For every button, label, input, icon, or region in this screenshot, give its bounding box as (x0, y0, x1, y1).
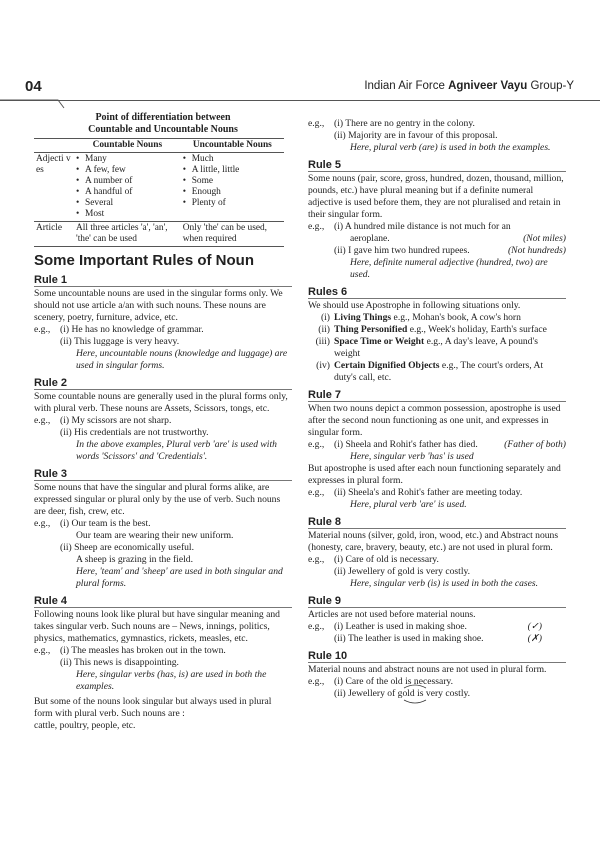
rule9-ex2: (ii) The leather is used in making shoe. (334, 633, 484, 644)
left-column: Point of differentiation between Countable and Uncountable Nouns Countable Nouns Uncountable Nouns Adjecti ves • Many • A few, few • A number of • A handful of • Several • Most • Much • A little, little • Some • Enough • Plenty of Article All three articles 'a', 'an', 'the' can be used Only 'the' can be used, when required Some Important Rules of Noun Rule 1 Some uncountable nouns are used in the singular forms only. We should not use article a/an with such nouns. These nouns are scenery, poetry, furniture, advice, etc. e.g., (i) He has no knowledge of grammar. (ii) This luggage is very heavy. Here, uncountable nouns (knowledge and luggage) are used in singular forms. Rule 2 Some countable nouns are generally used in the plural forms only, with plural verb. These nouns are Assets, Scissors, tongs, etc. e.g., (i) My scissors are not sharp. (ii) His credentials are not trustworthy. In the above examples, Plural verb 'are' is used with words 'Scissors' and 'Credentials'. Rule 3 Some nouns that have the singular and plural forms alike, are expressed singular or plural only by the use of verb. Such nouns are deer, fish, crew, etc. e.g., (i) Our team is the best. Our team are wearing their new uniform. (ii) Sheep are economically useful. A sheep is grazing in the field. Here, 'team' and 'sheep' are used in both singular and plural forms. Rule 4 Following nouns look like plural but have singular meaning and takes singular verb. Such nouns are – News, innings, politics, physics, mathematics, gymnastics, rickets, measles, etc. e.g., (i) The measles has broken out in the town. (ii) This news is disappointing. Here, singular verbs (has, is) are used in both the examples. But some of the nouns look singular but always used in plural form with plural verb. Such nouns are : cattle, poultry, people, etc. (34, 104, 292, 732)
rule3-ex2: (ii) Sheep are economically useful. (60, 542, 194, 553)
rule4-text3: cattle, poultry, people, etc. (34, 720, 136, 731)
rule5-note: Here, definite numeral adjective (hundred, two) are used. (350, 257, 548, 280)
rule7-ex2: (ii) Sheela's and Rohit's father are meeting today. (334, 487, 523, 498)
book-title-prefix: Indian Air Force (364, 80, 449, 92)
row-article-uncountable: Only 'the' can be used, when required (182, 223, 268, 244)
main-heading: Some Important Rules of Noun (34, 252, 255, 269)
col-countable: Countable Nouns (92, 140, 163, 150)
rule6-text: We should use Apostrophe in following situations only. (308, 300, 521, 311)
rule1-text: Some uncountable nouns are used in the singular forms only. We should not use article a/an with such nouns. These nouns are scenery, poetry, furniture, advice, etc. (34, 288, 283, 323)
rule10-title: Rule 10 (308, 650, 566, 663)
rule10-ex1: (i) Care of the old is necessary. (334, 676, 453, 687)
rule9-ex1: (i) Leather is used in making shoe. (334, 621, 467, 632)
row-adjectives-countable: • Many • A few, few • A number of • A handful of • Several • Most (74, 153, 181, 222)
rule8-text: Material nouns (silver, gold, iron, wood, etc.) and Abstract nouns (honesty, care, bravery, beauty, etc.) are not used in plural form. (308, 530, 559, 553)
rule7-ex1-mark: (Father of both) (504, 439, 566, 450)
rule6-item: (iv) Certain Dignified Objects e.g., The court's orders, At duty's call, etc. (316, 360, 544, 383)
rule3-text: Some nouns that have the singular and plural forms alike, are expressed singular or plural only by the use of verb. Such nouns are deer, fish, crew, etc. (34, 482, 281, 517)
rule2-ex2: (ii) His credentials are not trustworthy. (60, 427, 209, 438)
rule7-title: Rule 7 (308, 389, 566, 402)
rule5-ex2-mark: (Not hundreds) (507, 245, 566, 256)
rule3-title: Rule 3 (34, 468, 292, 481)
row-article-countable: All three articles 'a', 'an', 'the' can be used (76, 223, 168, 244)
rule6-title: Rules 6 (308, 286, 566, 299)
rule3-ex1: (i) Our team is the best. (60, 518, 151, 529)
rule7-note2: Here, plural verb 'are' is used. (350, 499, 467, 510)
page-number: 04 (25, 78, 42, 95)
rule4-title: Rule 4 (34, 595, 292, 608)
rule2-ex1: (i) My scissors are not sharp. (60, 415, 172, 426)
rule2-note: In the above examples, Plural verb 'are' is used with words 'Scissors' and 'Credentials'. (76, 439, 277, 462)
rule5-ex1-mark: (Not miles) (523, 233, 566, 244)
rule7-text2: But apostrophe is used after each noun functioning separately and expresses in plural form. (308, 463, 561, 486)
rule5-ex2: (ii) I gave him two hundred rupees. (334, 245, 470, 256)
curve-arrows-icon (400, 684, 430, 704)
rule7-text: When two nouns depict a common possession, apostrophe is used after the second noun functioning as one unit, and expresses in singular form. (308, 403, 561, 438)
rule8-ex1: (i) Care of old is necessary. (334, 554, 439, 565)
rule3-note: Here, 'team' and 'sheep' are used in both singular and plural forms. (76, 566, 283, 589)
rule6-item: (ii) Thing Personified e.g., Week's holiday, Earth's surface (318, 324, 547, 335)
rule9-ex2-mark: (✗) (527, 633, 542, 644)
rule1-title: Rule 1 (34, 274, 292, 287)
rule2-text: Some countable nouns are generally used in the plural forms only, with plural verb. These nouns are Assets, Scissors, tongs, etc. (34, 391, 288, 414)
rule8-ex2: (ii) Jewellery of gold is very costly. (334, 566, 471, 577)
book-title (364, 80, 574, 92)
rule4-cont-ex2: (ii) Majority are in favour of this proposal. (334, 130, 498, 141)
rule5-text: Some nouns (pair, score, gross, hundred, dozen, thousand, million, pounds, etc.) have plural meaning but if a definite numeral adjective is used before them, they are not pluralised and retain in their singular form. (308, 173, 564, 220)
rule4-ex1: (i) The measles has broken out in the town. (60, 645, 226, 656)
row-adjectives-label: Adjecti ves (36, 154, 71, 175)
right-column: e.g., (i) There are no gentry in the colony. (ii) Majority are in favour of this proposal. Here, plural verb (are) is used in both the examples. Rule 5 Some nouns (pair, score, gross, hundred, dozen, thousand, million, pounds, etc.) have plural meaning but if a definite numeral adjective is used before them, they are not pluralised and retain in their singular form. e.g., (i) A hundred mile distance is not much for an aeroplane. (Not miles) (ii) I gave him two hundred rupees. (Not hundreds) Here, definite numeral adjective (hundred, two) are used. Rules 6 We should use Apostrophe in following situations only. (i) Living Things e.g., Mohan's book, A cow's horn (ii) Thing Personified e.g., Week's holiday, Earth's surface (iii) Space Time or Weight e.g., A day's leave, A pound's weight (iv) Certain Dignified Objects e.g., The court's orders, At duty's call, etc. Rule 7 When two nouns depict a common possession, apostrophe is used after the second noun functioning as one unit, and expresses in singular form. e.g., (i) Sheela and Rohit's father has died. (Father of both) Here, singular verb 'has' is used But apostrophe is used after each noun functioning separately and expresses in plural form. e.g., (ii) Sheela's and Rohit's father are meeting today. Here, plural verb 'are' is used. Rule 8 Material nouns (silver, gold, iron, wood, etc.) and Abstract nouns (honesty, care, bravery, beauty, etc.) are not used in plural form. e.g., (i) Care of old is necessary. (ii) Jewellery of gold is very costly. Here, singular verb (is) is used in both the cases. Rule 9 Articles are not used before material nouns. e.g., (i) Leather is used in making shoe. (✓) (ii) The leather is used in making shoe. (✗) Rule 10 Material nouns and abstract nouns are not used in plural form. e.g., (i) Care of the old is necessary. (ii) Jewellery of gold is very costly. (308, 118, 566, 700)
rule4-text: Following nouns look like plural but have singular meaning and takes singular verb. Such nouns are – News, innings, politics, physics, mathematics, gymnastics, rickets, measles, etc. (34, 609, 280, 644)
rule9-text: Articles are not used before material nouns. (308, 609, 476, 620)
rule9-title: Rule 9 (308, 595, 566, 608)
rule5-title: Rule 5 (308, 159, 566, 172)
book-title-bold: Agniveer Vayu (448, 80, 528, 92)
book-title-suffix: Group-Y (527, 80, 574, 92)
rule4-text2: But some of the nouns look singular but always used in plural form with plural verb. Such nouns are : (34, 696, 272, 719)
row-article-label: Article (36, 223, 63, 233)
rule3-ex2b: A sheep is grazing in the field. (76, 554, 193, 565)
rule3-ex1b: Our team are wearing their new uniform. (76, 530, 234, 541)
rule2-title: Rule 2 (34, 377, 292, 390)
rule5-ex1b: aeroplane. (350, 233, 390, 244)
rule1-ex1: (i) He has no knowledge of grammar. (60, 324, 204, 335)
rule6-item: (iii) Space Time or Weight e.g., A day's leave, A pound's weight (315, 336, 538, 359)
header-rule (0, 100, 600, 101)
rule4-cont-note: Here, plural verb (are) is used in both the examples. (350, 142, 551, 153)
rule8-note: Here, singular verb (is) is used in both the cases. (350, 578, 539, 589)
rule9-ex1-mark: (✓) (527, 621, 542, 632)
rule1-note: Here, uncountable nouns (knowledge and luggage) are used in singular forms. (76, 348, 288, 371)
rule8-title: Rule 8 (308, 516, 566, 529)
countable-uncountable-table (34, 138, 284, 247)
rule4-cont-ex1: (i) There are no gentry in the colony. (334, 118, 475, 129)
table-title: Point of differentiation between Countable and Uncountable Nouns (88, 112, 238, 135)
rule10-text: Material nouns and abstract nouns are not used in plural form. (308, 664, 547, 675)
rule4-note: Here, singular verbs (has, is) are used in both the examples. (76, 669, 267, 692)
rule6-item: (i) Living Things e.g., Mohan's book, A cow's horn (320, 312, 521, 323)
col-uncountable: Uncountable Nouns (192, 140, 272, 150)
rule7-note1: Here, singular verb 'has' is used (350, 451, 474, 462)
rule4-ex2: (ii) This news is disappointing. (60, 657, 179, 668)
row-adjectives-uncountable: • Much • A little, little • Some • Enough • Plenty of (181, 153, 284, 222)
rule1-ex2: (ii) This luggage is very heavy. (60, 336, 180, 347)
rule5-ex1: (i) A hundred mile distance is not much for an (334, 221, 511, 232)
rule10-ex2: (ii) Jewellery of gold is very costly. (308, 688, 566, 700)
rule7-ex1: (i) Sheela and Rohit's father has died. (334, 439, 478, 450)
